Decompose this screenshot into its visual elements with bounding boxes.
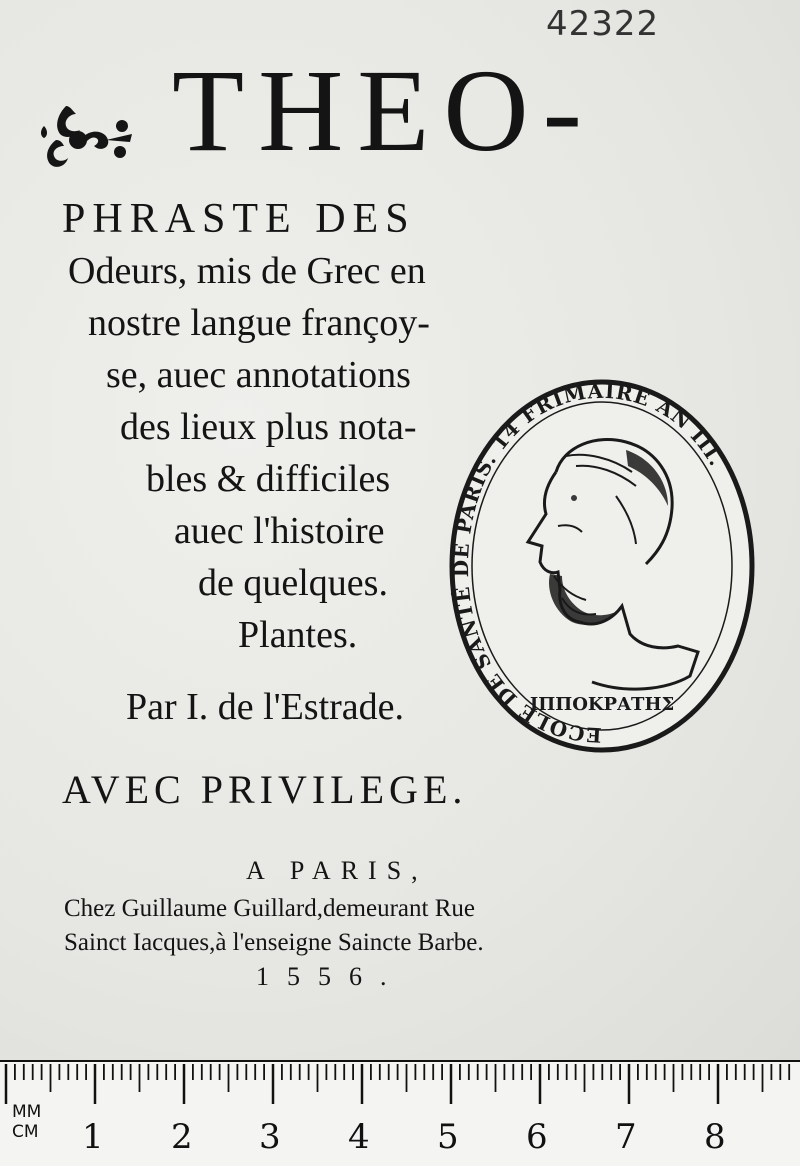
imprint-line-2: Sainct Iacques,à l'enseigne Saincte Barbe. <box>64 929 484 956</box>
ruler-number-1: 1 <box>82 1117 104 1157</box>
fleuron-ornament-icon <box>36 96 136 174</box>
ruler-number-5: 5 <box>437 1117 459 1157</box>
body-line-6: auec l'histoire <box>174 510 385 552</box>
privilege-line: AVEC PRIVILEGE. <box>62 767 468 812</box>
author-line: Par I. de l'Estrade. <box>126 686 405 728</box>
ruler-number-4: 4 <box>348 1117 370 1157</box>
body-line-3: se, auec annotations <box>106 354 411 396</box>
imprint-line-1: Chez Guillaume Guillard,demeurant Rue <box>64 895 475 922</box>
ruler-number-3: 3 <box>259 1117 281 1157</box>
body-line-2: nostre langue françoy- <box>88 302 430 344</box>
library-stamp <box>446 376 758 760</box>
ruler-unit-cm: CM <box>12 1122 39 1142</box>
ruler-ticks <box>0 1062 800 1166</box>
ruler-number-2: 2 <box>171 1117 193 1157</box>
ruler-unit-mm: MM <box>12 1102 42 1122</box>
title-line-1: THEO- <box>172 45 596 176</box>
ruler-number-6: 6 <box>526 1117 548 1157</box>
imprint-city: A PARIS, <box>246 856 428 885</box>
body-line-7: de quelques. <box>198 562 388 604</box>
body-line-5: bles & difficiles <box>146 458 391 500</box>
ruler-number-8: 8 <box>704 1117 726 1157</box>
stamp-greek-name: ΙΠΠΟΚΡΑΤΗΣ <box>529 694 675 715</box>
shelfmark-number: 42322 <box>546 4 660 44</box>
measurement-ruler <box>0 1060 800 1166</box>
body-line-4: des lieux plus nota- <box>120 406 417 448</box>
imprint-year: 1556. <box>256 962 405 991</box>
title-line-2: PHRASTE DES <box>62 196 416 242</box>
body-line-8: Plantes. <box>238 614 358 656</box>
stamp-ring-text: ECOLE DE SANTÉ DE PARIS. 14 FRIMAIRE AN III. <box>448 378 729 748</box>
body-line-1: Odeurs, mis de Grec en <box>68 250 426 292</box>
ruler-number-7: 7 <box>615 1117 637 1157</box>
